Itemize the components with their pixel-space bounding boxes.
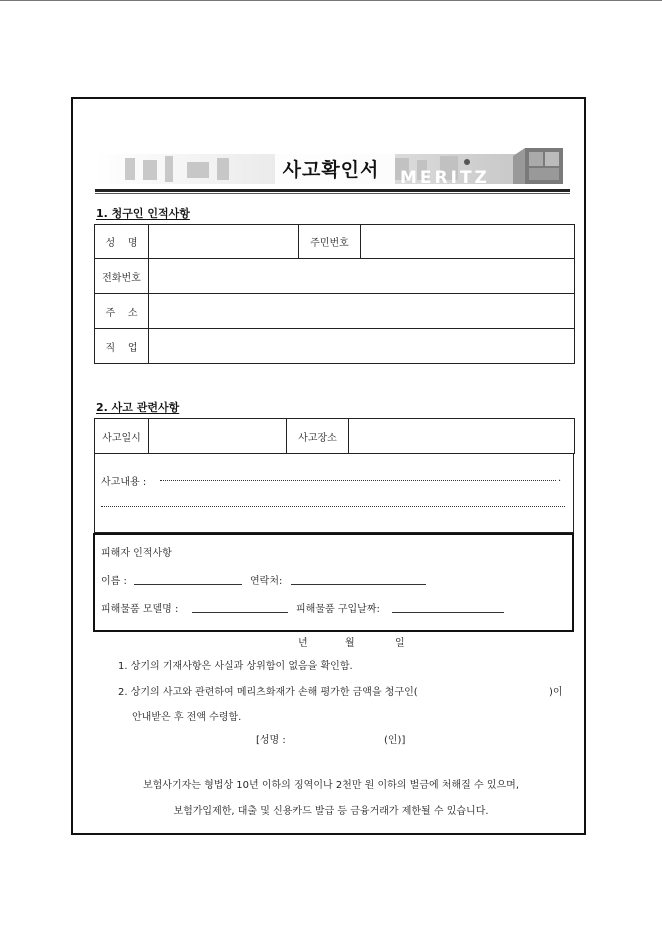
victim-name-field[interactable] xyxy=(134,584,242,585)
victim-model-label: 피해물품 모델명 : xyxy=(101,604,179,615)
victim-contact-label: 연락처: xyxy=(250,576,283,587)
victim-model-field[interactable] xyxy=(192,612,288,613)
brand-watermark: MERITZ xyxy=(400,168,490,188)
address-label: 주 소 xyxy=(95,294,149,329)
rrn-label: 주민번호 xyxy=(299,225,361,259)
name-field[interactable] xyxy=(149,225,299,259)
accident-date-label: 사고일시 xyxy=(95,419,149,454)
seal-label: (인)] xyxy=(384,735,406,746)
statement-2-cont: 안내받은 후 전액 수령함. xyxy=(132,712,242,723)
phone-label: 전화번호 xyxy=(95,259,149,294)
victim-purchase-date-field[interactable] xyxy=(392,612,504,613)
statement-2-close: )이 xyxy=(549,687,563,698)
accident-content-end: . xyxy=(558,473,562,484)
rrn-field[interactable] xyxy=(361,225,575,259)
victim-contact-field[interactable] xyxy=(291,584,426,585)
accident-info-table xyxy=(94,418,575,454)
statement-2: 2. 상기의 사고와 관련하여 메리츠화재가 손해 평가한 금액을 청구인( xyxy=(118,687,418,698)
address-field[interactable] xyxy=(149,294,575,329)
footer-warning-2: 보험가입제한, 대출 및 신용카드 발급 등 금융거래가 제한될 수 있습니다. xyxy=(173,806,489,817)
date-month-label: 월 xyxy=(345,638,355,649)
accident-date-field[interactable] xyxy=(149,419,287,454)
name-label: 성 명 xyxy=(95,225,149,259)
victim-heading: 피해자 인적사항 xyxy=(101,548,172,559)
date-year-label: 년 xyxy=(298,638,308,649)
footer-warning-1: 보험사기자는 형법상 10년 이하의 징역이나 2천만 원 이하의 벌금에 처해질 수 있으며, xyxy=(142,780,519,791)
sign-label: [성명 : xyxy=(256,735,286,746)
page-top-edge xyxy=(0,0,662,1)
claimant-info-table xyxy=(94,224,575,364)
victim-purchase-label: 피해물품 구입날짜: xyxy=(296,604,380,615)
accident-content-label: 사고내용 : xyxy=(101,477,147,488)
accident-content-line-1[interactable] xyxy=(160,480,556,481)
job-field[interactable] xyxy=(149,329,575,364)
statement-1: 1. 상기의 기재사항은 사실과 상위함이 없음을 확인함. xyxy=(118,661,353,672)
accident-place-field[interactable] xyxy=(349,419,575,454)
job-label: 직 업 xyxy=(95,329,149,364)
accident-content-box xyxy=(94,453,574,533)
accident-content-line-2[interactable] xyxy=(101,506,565,507)
accident-place-label: 사고장소 xyxy=(287,419,349,454)
title-rule-thin xyxy=(95,193,570,194)
page-title: 사고확인서 xyxy=(282,159,380,181)
section1-heading: 1. 청구인 인적사항 xyxy=(96,207,190,220)
victim-name-label: 이름 : xyxy=(101,576,127,587)
phone-field[interactable] xyxy=(149,259,575,294)
title-rule xyxy=(95,189,570,192)
section2-heading: 2. 사고 관련사항 xyxy=(96,401,180,414)
date-day-label: 일 xyxy=(395,638,405,649)
